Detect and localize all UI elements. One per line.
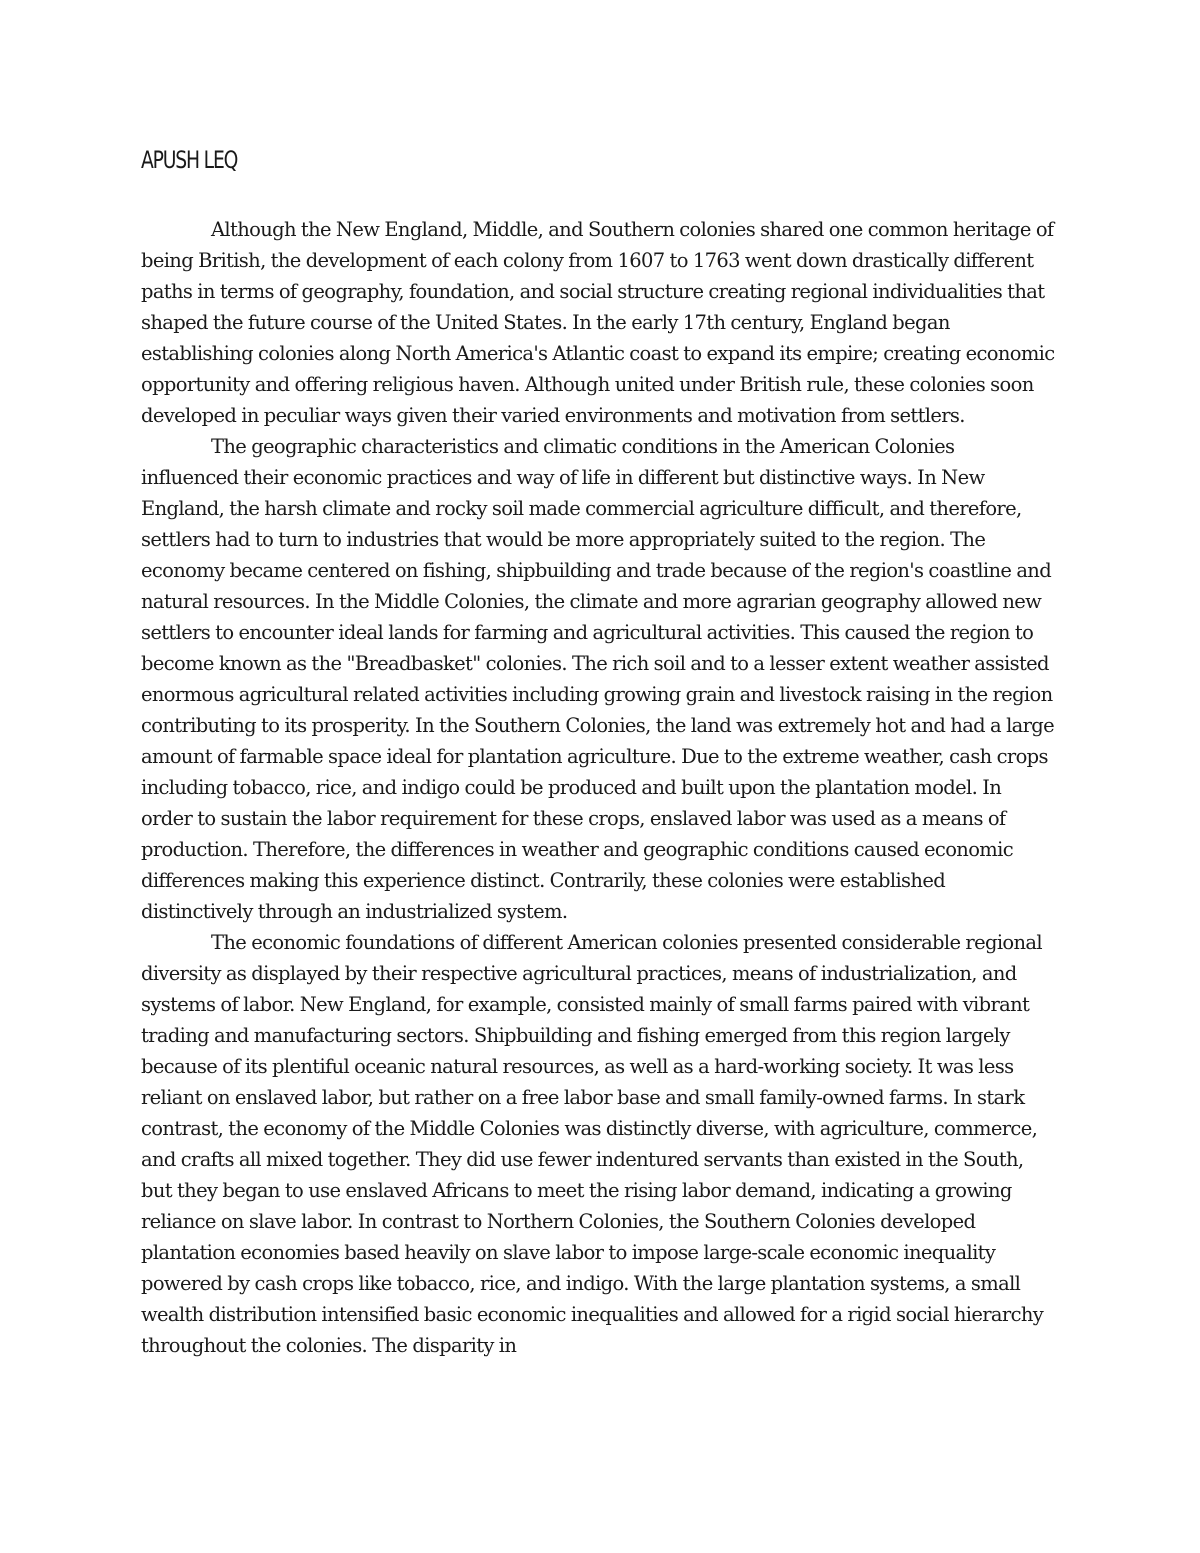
paragraph-economy: The economic foundations of different American colonies presented considerable regional diversity as displayed by their respective agricultural practices, means of industrialization, and systems of labor. New England, for example, consisted mainly of small farms paired with vibrant trading and manufacturing sectors. Shipbuilding and fishing emerged from this region largely because of its plentiful oceanic natural resources, as well as a hard-working society. It was less reliant on enslaved labor, but rather on a free labor base and small family-owned farms. In stark contrast, the economy of the Middle Colonies was distinctly diverse, with agriculture, commerce, and crafts all mixed together. They did use fewer indentured servants than existed in the South, but they began to use enslaved Africans to meet the rising labor demand, indicating a growing reliance on slave labor. In contrast to Northern Colonies, the Southern Colonies developed plantation economies based heavily on slave labor to impose large-scale economic inequality powered by cash crops like tobacco, rice, and indigo. With the large plantation systems, a small wealth distribution intensified basic economic inequalities and allowed for a rigid social hierarchy throughout the colonies. The disparity in: [141, 931, 1044, 1357]
paragraph-geography: The geographic characteristics and climatic conditions in the American Colonies influenced their economic practices and way of life in different but distinctive ways. In New England, the harsh climate and rocky soil made commercial agriculture difficult, and therefore, settlers had to turn to industries that would be more appropriately suited to the region. The economy became centered on fishing, shipbuilding and trade because of the region's coastline and natural resources. In the Middle Colonies, the climate and more agrarian geography allowed new settlers to encounter ideal lands for farming and agricultural activities. This caused the region to become known as the "Breadbasket" colonies. The rich soil and to a lesser extent weather assisted enormous agricultural related activities including growing grain and livestock raising in the region contributing to its prosperity. In the Southern Colonies, the land was extremely hot and had a large amount of farmable space ideal for plantation agriculture. Due to the extreme weather, cash crops including tobacco, rice, and indigo could be produced and built upon the plantation model. In order to sustain the labor requirement for these crops, enslaved labor was used as a means of production. Therefore, the differences in weather and geographic conditions caused economic differences making this experience distinct. Contrarily, these colonies were established distinctively through an industrialized system.: [141, 435, 1055, 923]
document-body: [141, 214, 1056, 1361]
paragraph-intro: Although the New England, Middle, and Southern colonies shared one common heritage of being British, the development of each colony from 1607 to 1763 went down drastically different paths in terms of geography, foundation, and social structure creating regional individualities that shaped the future course of the United States. In the early 17th century, England began establishing colonies along North America's Atlantic coast to expand its empire; creating economic opportunity and offering religious haven. Although united under British rule, these colonies soon developed in peculiar ways given their varied environments and motivation from settlers.: [141, 218, 1055, 427]
document-title: APUSH LEQ: [141, 146, 238, 174]
